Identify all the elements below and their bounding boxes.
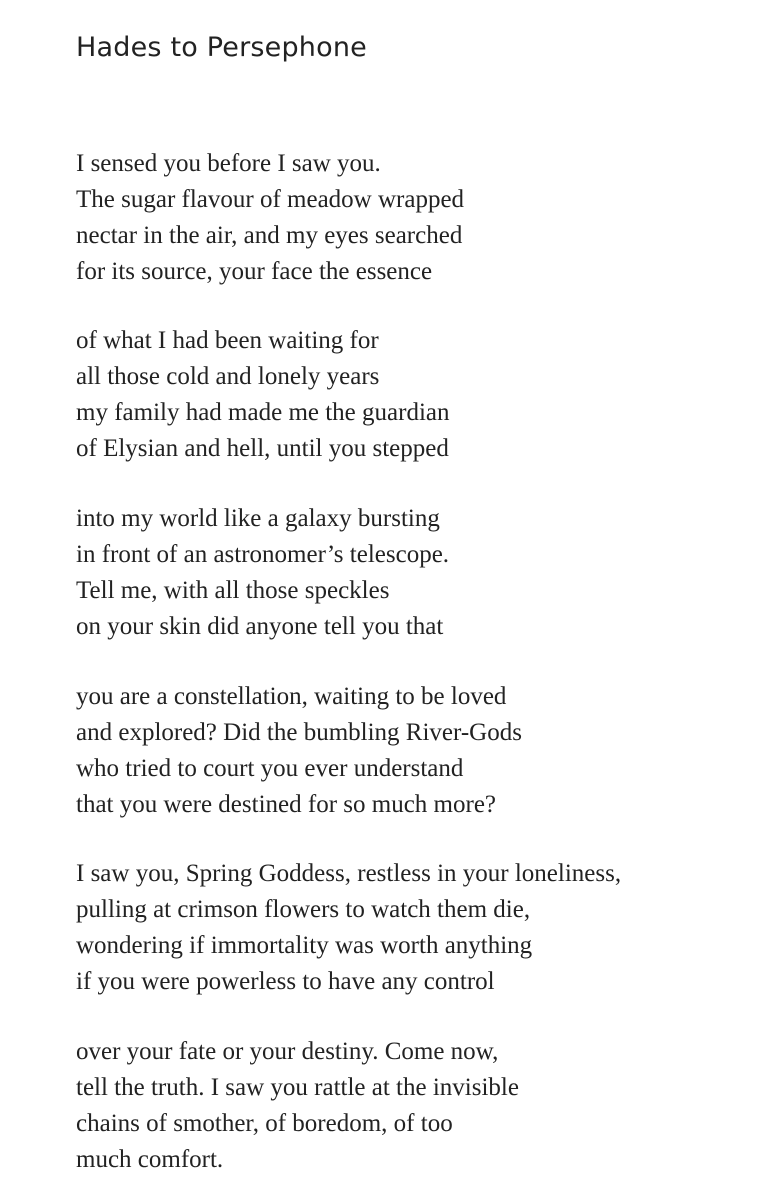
stanza [76, 323, 450, 467]
poem-line: in front of an astronomer’s telescope. [76, 541, 450, 568]
poem-title: Hades to Persephone [76, 32, 367, 63]
poem-line: wondering if immortality was worth anything [76, 932, 533, 959]
poem-line: The sugar flavour of meadow wrapped [76, 186, 465, 213]
poem-line: chains of smother, of boredom, of too [76, 1110, 453, 1137]
stanza [76, 1034, 519, 1178]
poem-line: you are a constellation, waiting to be loved [76, 683, 507, 710]
poem-line: all those cold and lonely years [76, 363, 380, 390]
poem-line: on your skin did anyone tell you that [76, 613, 444, 640]
poem-line: that you were destined for so much more? [76, 791, 497, 818]
poem-line: of what I had been waiting for [76, 327, 379, 354]
poem-line: pulling at crimson flowers to watch them die, [76, 896, 531, 923]
poem-line: much comfort. [76, 1146, 224, 1173]
stanza [76, 856, 621, 1000]
poem-line: I saw you, Spring Goddess, restless in your loneliness, [76, 860, 622, 887]
poem-line: for its source, your face the essence [76, 258, 433, 285]
stanza [76, 679, 522, 823]
poem-line: Tell me, with all those speckles [76, 577, 390, 604]
poem-line: of Elysian and hell, until you stepped [76, 435, 449, 462]
poem-line: my family had made me the guardian [76, 399, 450, 426]
poem-line: I sensed you before I saw you. [76, 150, 381, 177]
stanza [76, 501, 449, 645]
poem-line: nectar in the air, and my eyes searched [76, 222, 463, 249]
poem-line: and explored? Did the bumbling River-Gods [76, 719, 522, 746]
poem-line: over your fate or your destiny. Come now, [76, 1038, 499, 1065]
poem-line: tell the truth. I saw you rattle at the invisible [76, 1074, 519, 1101]
poem-line: if you were powerless to have any control [76, 968, 495, 995]
poem-line: into my world like a galaxy bursting [76, 505, 440, 532]
poem-line: who tried to court you ever understand [76, 755, 464, 782]
stanza [76, 146, 464, 290]
